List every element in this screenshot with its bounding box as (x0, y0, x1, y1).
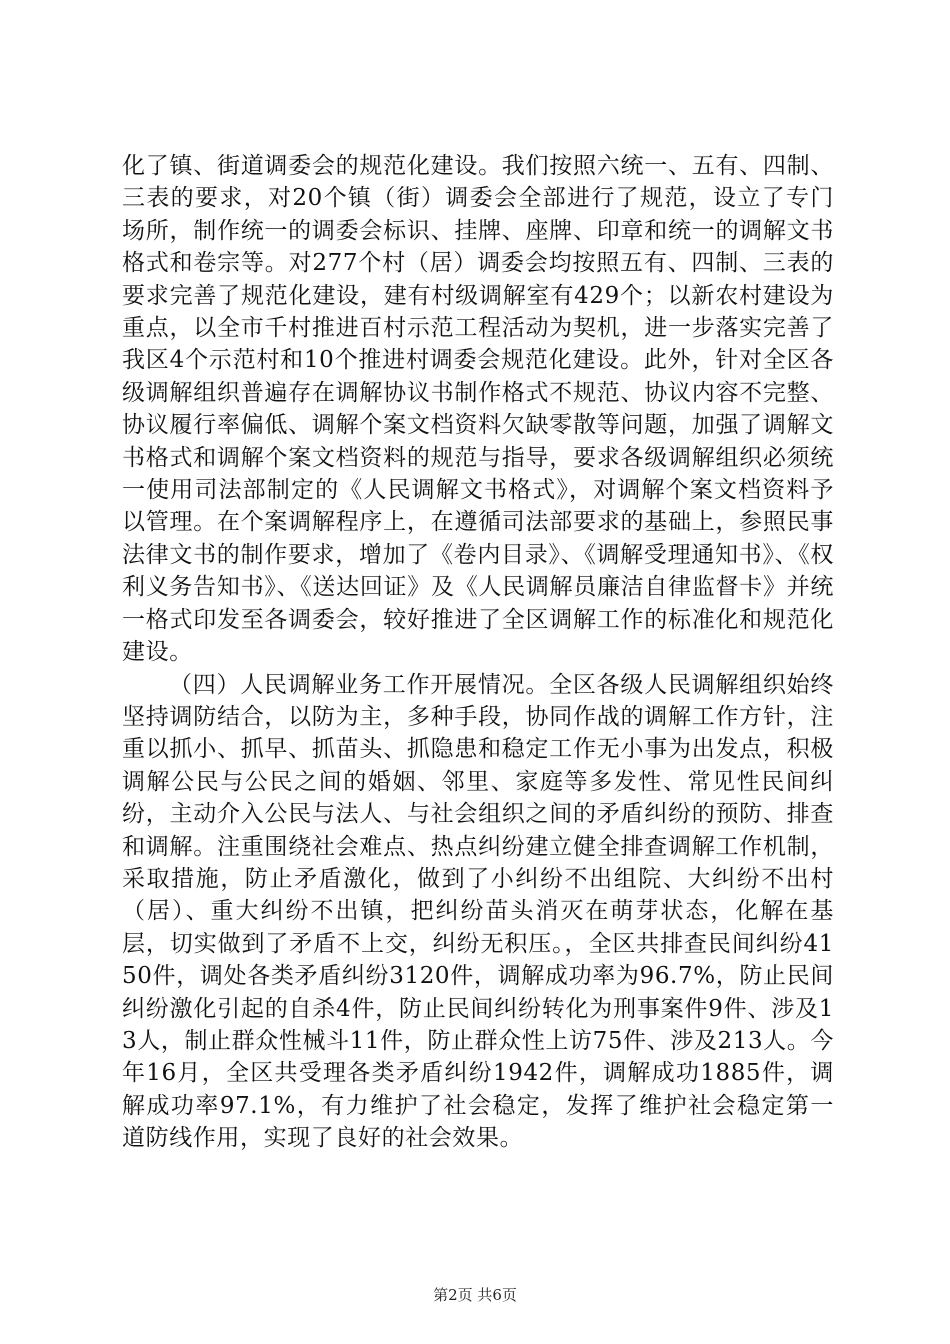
paragraph-section-four: （四）人民调解业务工作开展情况。全区各级人民调解组织始终坚持调防结合，以防为主，多种手段，协同作战的调解工作方针，注重以抓小、抓早、抓苗头、抓隐患和稳定工作无小事为出发点，积极调解公民与公民之间的婚姻、邻里、家庭等多发性、常见性民间纠纷，主动介入公民与法人、与社会组织之间的矛盾纠纷的预防、排查和调解。注重围绕社会难点、热点纠纷建立健全排查调解工作机制，采取措施，防止矛盾激化，做到了小纠纷不出组院、大纠纷不出村（居）、重大纠纷不出镇，把纠纷苗头消灭在萌芽状态，化解在基层，切实做到了矛盾不上交，纠纷无积压。，全区共排查民间纠纷4150件，调处各类矛盾纠纷3120件，调解成功率为96.7%，防止民间纠纷激化引起的自杀4件，防止民间纠纷转化为刑事案件9件、涉及13人，制止群众性械斗11件，防止群众性上访75件、涉及213人。今年16月，全区共受理各类矛盾纠纷1942件，调解成功1885件，调解成功率97.1%，有力维护了社会稳定，发挥了维护社会稳定第一道防线作用，实现了良好的社会效果。 (122, 671, 834, 1152)
page-number-footer: 第2页 共6页 (433, 1286, 517, 1304)
body-text (122, 150, 834, 1155)
paragraph-continuation: 化了镇、街道调委会的规范化建设。我们按照六统一、五有、四制、三表的要求，对20个镇（街）调委会全部进行了规范，设立了专门场所，制作统一的调委会标识、挂牌、座牌、印章和统一的调解文书格式和卷宗等。对277个村（居）调委会均按照五有、四制、三表的要求完善了规范化建设，建有村级调解室有429个；以新农村建设为重点，以全市千村推进百村示范工程活动为契机，进一步落实完善了我区4个示范村和10个推进村调委会规范化建设。此外，针对全区各级调解组织普遍存在调解协议书制作格式不规范、协议内容不完整、协议履行率偏低、调解个案文档资料欠缺零散等问题，加强了调解文书格式和调解个案文档资料的规范与指导，要求各级调解组织必须统一使用司法部制定的《人民调解文书格式》，对调解个案文档资料予以管理。在个案调解程序上，在遵循司法部要求的基础上，参照民事法律文书的制作要求，增加了《卷内目录》、《调解受理通知书》、《权利义务告知书》、《送达回证》及《人民调解员廉洁自律监督卡》并统一格式印发至各调委会，较好推进了全区调解工作的标准化和规范化建设。 (122, 153, 834, 666)
